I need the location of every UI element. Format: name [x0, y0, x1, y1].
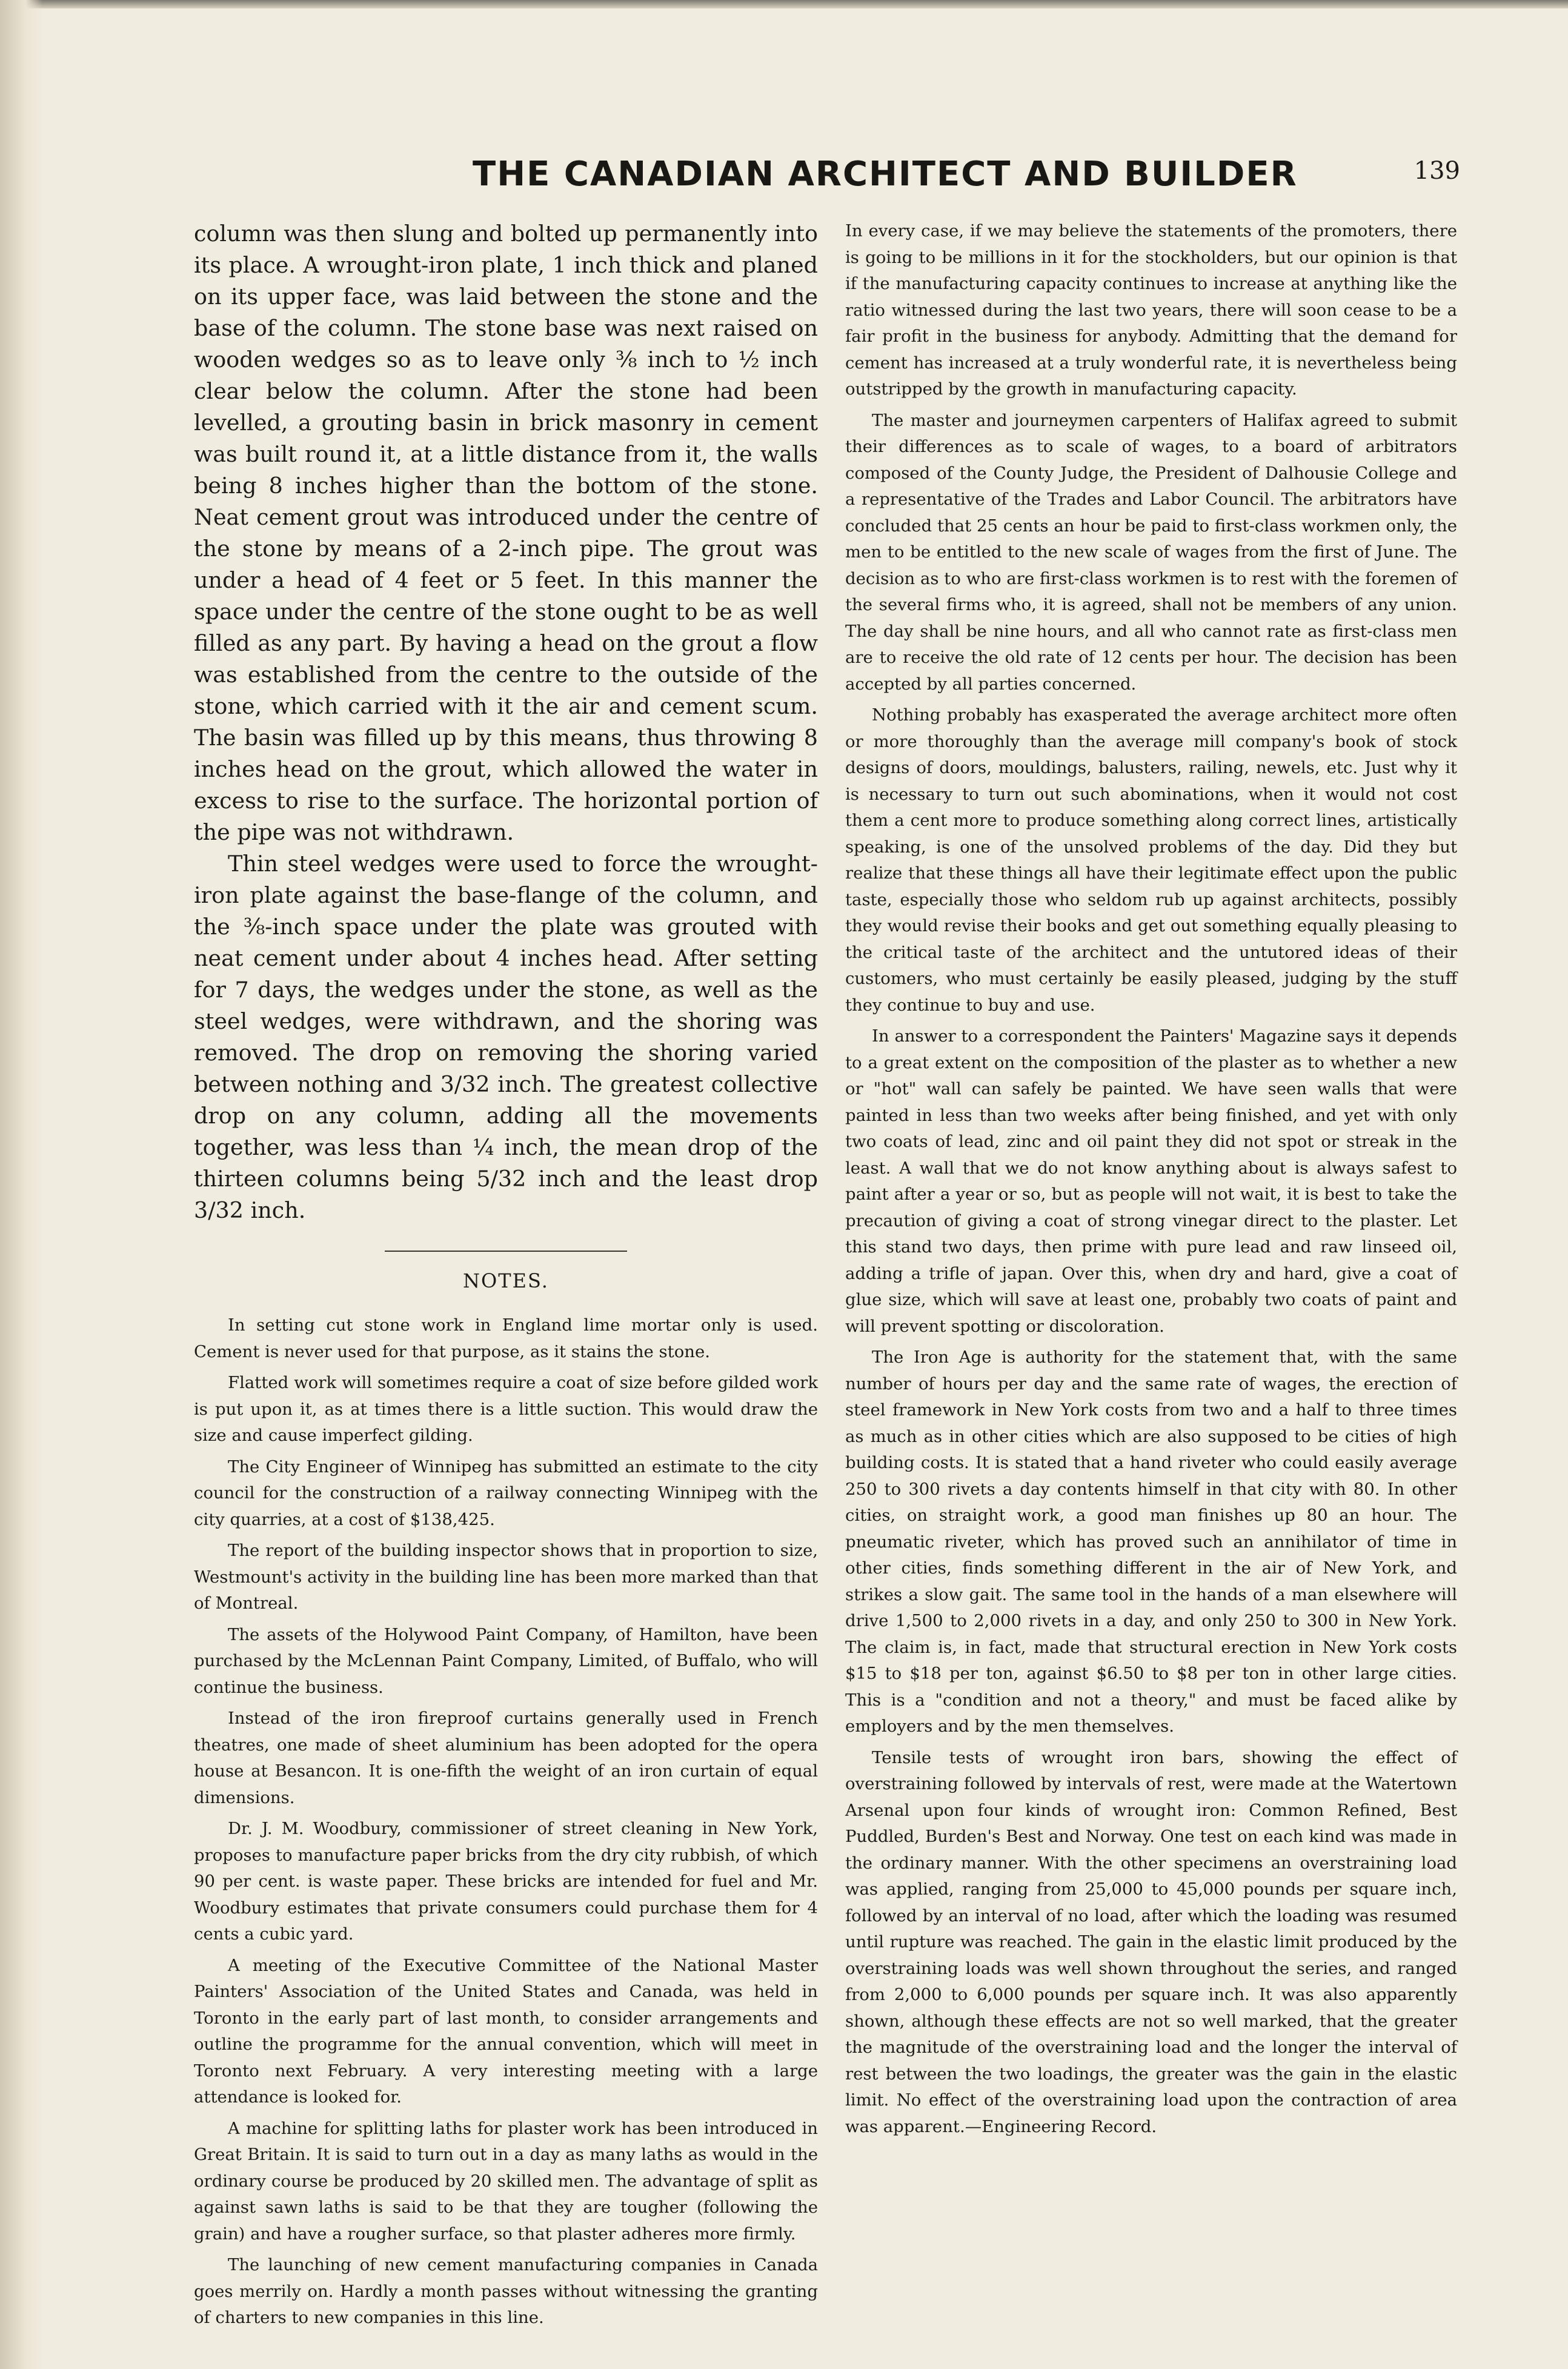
note-item: A meeting of the Executive Committee of the National Master Painters' Association of the United States and Canada, was held in Toronto in the early part of last month, to consider arrangements and outline the programme for the annual convention, which will meet in Toronto next February. A very interesting meeting with a large attendance is looked for. [194, 1955, 818, 2107]
article-paragraph: column was then slung and bolted up permanently into its place. A wrought-iron plate, 1 inch thick and planed on its upper face, was laid between the stone and the base of the column. The stone base was next raised on wooden wedges so as to leave only ⅜ inch to ½ inch clear below the column. After the stone had been levelled, a grouting basin in brick masonry in cement was built round it, at a little distance from it, the walls being 8 inches higher than the bottom of the stone. Neat cement grout was introduced under the centre of the stone by means of a 2-inch pipe. The grout was under a head of 4 feet or 5 feet. In this manner the space under the centre of the stone ought to be as well filled as any part. By having a head on the grout a flow was established from the centre to the outside of the stone, which carried with it the air and cement scum. The basin was filled up by this means, thus throwing 8 inches head on the grout, which allowed the water in excess to rise to the surface. The horizontal portion of the pipe was not withdrawn. [194, 221, 818, 845]
notes-section [194, 1312, 818, 2331]
note-item: The launching of new cement manufacturing companies in Canada goes merrily on. Hardly a month passes without witnessing the granting of charters to new companies in this line. [194, 2255, 818, 2327]
article-paragraph: In every case, if we may believe the statements of the promoters, there is going to be millions in it for the stockholders, but our opinion is that if the manufacturing capacity continues to increase at anything like the ratio witnessed during the last two years, there will soon cease to be a fair profit in the business for anybody. Admitting that the demand for cement has increased at a truly wonderful rate, it is nevertheless being outstripped by the growth in manufacturing capacity. [845, 221, 1457, 399]
article-paragraph: The Iron Age is authority for the statement that, with the same number of hours per day and the same rate of wages, the erection of steel framework in New York costs from two and a half to three times as much as in other cities which are also supposed to be cities of high building costs. It is stated that a hand riveter who could easily average 250 to 300 rivets a day contents himself in that city with 80. In other cities, on straight work, a good man finishes up 80 an hour. The pneumatic riveter, which has proved such an annihilator of time in other cities, finds something different in the air of New York, and strikes a slow gait. The same tool in the hands of a man elsewhere will drive 1,500 to 2,000 rivets in a day, and only 250 to 300 in New York. The claim is, in fact, made that structural erection in New York costs $15 to $18 per ton, against $6.50 to $8 per ton in other large cities. This is a "condition and not a theory," and must be faced alike by employers and by the men themselves. [845, 1347, 1457, 1736]
page-top-edge [0, 0, 1568, 8]
notes-heading: NOTES. [463, 1269, 549, 1292]
article-paragraph: Tensile tests of wrought iron bars, showing the effect of overstraining followed by intervals of rest, were made at the Watertown Arsenal upon four kinds of wrought iron: Common Refined, Best Puddled, Burden's Best and Norway. One test on each kind was made in the ordinary manner. With the other specimens an overstraining load was applied, ranging from 25,000 to 45,000 pounds per square inch, followed by an interval of no load, after which the loading was resumed until rupture was reached. The gain in the elastic limit produced by the overstraining loads was well shown throughout the series, and ranged from 2,000 to 6,000 pounds per square inch. It was also apparently shown, although these effects are not so well marked, that the greater the magnitude of the overstraining load and the longer the interval of rest between the two loadings, the greater was the gain in the elastic limit. No effect of the overstraining load upon the contraction of area was apparent.—Engineering Record. [845, 1747, 1457, 2136]
note-item: The City Engineer of Winnipeg has submitted an estimate to the city council for the construction of a railway connecting Winnipeg with the city quarries, at a cost of $138,425. [194, 1457, 818, 1529]
note-item: A machine for splitting laths for plaster work has been introduced in Great Britain. It is said to turn out in a day as many laths as would in the ordinary course be produced by 20 skilled men. The advantage of split as against sawn laths is said to be that they are tougher (following the grain) and have a rougher surface, so that plaster adheres more firmly. [194, 2118, 818, 2244]
right-column [845, 218, 1457, 2145]
article-paragraph: Nothing probably has exasperated the average architect more often or more thoroughly than the average mill company's book of stock designs of doors, mouldings, balusters, railing, newels, etc. Just why it is necessary to turn out such abominations, when it would not cost them a cent more to produce something along correct lines, artistically speaking, is one of the unsolved problems of the day. Did they but realize that these things all have their legitimate effect upon the public taste, especially those who seldom rub up against architects, possibly they would revise their books and get out something equally pleasing to the critical taste of the architect and the untutored ideas of their customers, who must certainly be easily pleased, judging by the stuff they continue to buy and use. [845, 705, 1457, 1015]
journal-title: THE CANADIAN ARCHITECT AND BUILDER [473, 154, 1298, 194]
article-paragraph: The master and journeymen carpenters of Halifax agreed to submit their differences as to scale of wages, to a board of arbitrators composed of the County Judge, the President of Dalhousie College and a representative of the Trades and Labor Council. The arbitrators have concluded that 25 cents an hour be paid to first-class workmen only, the men to be entitled to the new scale of wages from the first of June. The decision as to who are first-class workmen is to rest with the foremen of the several firms who, it is agreed, shall not be members of any union. The day shall be nine hours, and all who cannot rate as first-class men are to receive the old rate of 12 cents per hour. The decision has been accepted by all parties concerned. [845, 410, 1457, 694]
binding-shadow [0, 0, 42, 2369]
page-number: 139 [1414, 157, 1460, 185]
left-column [194, 218, 818, 2336]
note-item: The assets of the Holywood Paint Company, of Hamilton, have been purchased by the McLennan Paint Company, Limited, of Buffalo, who will continue the business. [194, 1624, 818, 1697]
note-item: Dr. J. M. Woodbury, commissioner of street cleaning in New York, proposes to manufacture paper bricks from the dry city rubbish, of which 90 per cent. is waste paper. These bricks are intended for fuel and Mr. Woodbury estimates that private consumers could purchase them for 4 cents a cubic yard. [194, 1819, 818, 1944]
note-item: The report of the building inspector shows that in proportion to size, Westmount's activity in the building line has been more marked than that of Montreal. [194, 1541, 818, 1613]
article-paragraph: Thin steel wedges were used to force the wrought-iron plate against the base-flange of the column, and the ⅜-inch space under the plate was grouted with neat cement under about 4 inches head. After setting for 7 days, the wedges under the stone, as well as the steel wedges, were withdrawn, and the shoring was removed. The drop on removing the shoring varied between nothing and 3/32 inch. The greatest collective drop on any column, adding all the movements together, was less than ¼ inch, the mean drop of the thirteen columns being 5/32 inch and the least drop 3/32 inch. [194, 851, 818, 1223]
article-paragraph: In answer to a correspondent the Painters' Magazine says it depends to a great extent on the composition of the plaster as to whether a new or "hot" wall can safely be painted. We have seen walls that were painted in less than two weeks after being finished, and yet with only two coats of lead, zinc and oil paint they did not spot or streak in the least. A wall that we do not know anything about is always safest to paint after a year or so, but as people will not wait, it is best to take the precaution of giving a coat of strong vinegar direct to the plaster. Let this stand two days, then prime with pure lead and raw linseed oil, adding a trifle of japan. Over this, when dry and hard, give a coat of glue size, which will save at least one, probably two coats of paint and will prevent spotting or discoloration. [845, 1026, 1457, 1336]
section-divider [385, 1251, 627, 1252]
note-item: Instead of the iron fireproof curtains generally used in French theatres, one made of sheet aluminium has been adopted for the opera house at Besancon. It is one-fifth the weight of an iron curtain of equal dimensions. [194, 1709, 818, 1807]
note-item: In setting cut stone work in England lime mortar only is used. Cement is never used for that purpose, as it stains the stone. [194, 1315, 818, 1361]
page-header [200, 154, 1460, 209]
note-item: Flatted work will sometimes require a coat of size before gilded work is put upon it, as at times there is a little suction. This would draw the size and cause imperfect gilding. [194, 1373, 818, 1445]
